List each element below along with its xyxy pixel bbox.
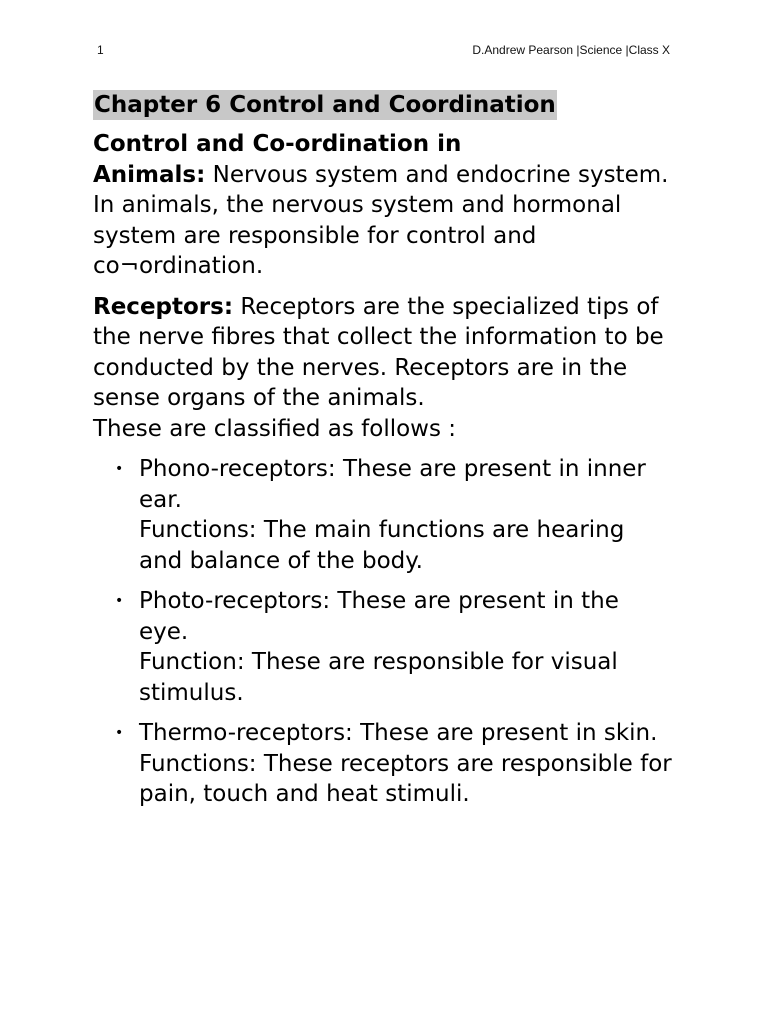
receptor-list bbox=[93, 454, 673, 810]
chapter-title: Chapter 6 Control and Coordination bbox=[94, 92, 556, 118]
classified-line: These are classified as follows : bbox=[93, 415, 457, 442]
list-item bbox=[93, 718, 673, 810]
page-number: 1 bbox=[97, 43, 104, 57]
section-intro bbox=[93, 129, 673, 282]
receptors-label: Receptors: bbox=[93, 293, 234, 320]
bullet-icon: • bbox=[115, 725, 124, 741]
section-text: Nervous system and endocrine system. bbox=[205, 161, 669, 188]
receptors-text: Receptors are the specialized tips of the nerve fibres that collect the information to be conducted by the nerves. Receptors are in the sense organs of the animals. bbox=[93, 293, 664, 411]
receptors-paragraph bbox=[93, 292, 673, 445]
receptor-name-line: Phono-receptors: These are present in inner ear. bbox=[139, 456, 646, 513]
section-paragraph: In animals, the nervous system and hormonal system are responsible for control and co¬ordination. bbox=[93, 192, 622, 279]
bullet-icon: • bbox=[115, 593, 124, 609]
list-item bbox=[93, 454, 673, 576]
page-header bbox=[97, 43, 670, 59]
receptor-function-line: Functions: These receptors are responsible for pain, touch and heat stimuli. bbox=[139, 750, 672, 807]
bullet-icon: • bbox=[115, 461, 124, 477]
section-label: Animals: bbox=[93, 161, 206, 188]
section-heading: Control and Co-ordination in bbox=[93, 131, 462, 157]
receptor-function-line: Functions: The main functions are hearing and balance of the body. bbox=[139, 517, 625, 574]
list-item bbox=[93, 586, 673, 708]
running-head: D.Andrew Pearson |Science |Class X bbox=[472, 43, 670, 57]
receptor-name-line: Thermo-receptors: These are present in skin. bbox=[139, 720, 658, 746]
receptor-function-line: Function: These are responsible for visual stimulus. bbox=[139, 649, 618, 706]
receptor-name-line: Photo-receptors: These are present in the eye. bbox=[139, 588, 619, 645]
document-body bbox=[93, 90, 673, 820]
